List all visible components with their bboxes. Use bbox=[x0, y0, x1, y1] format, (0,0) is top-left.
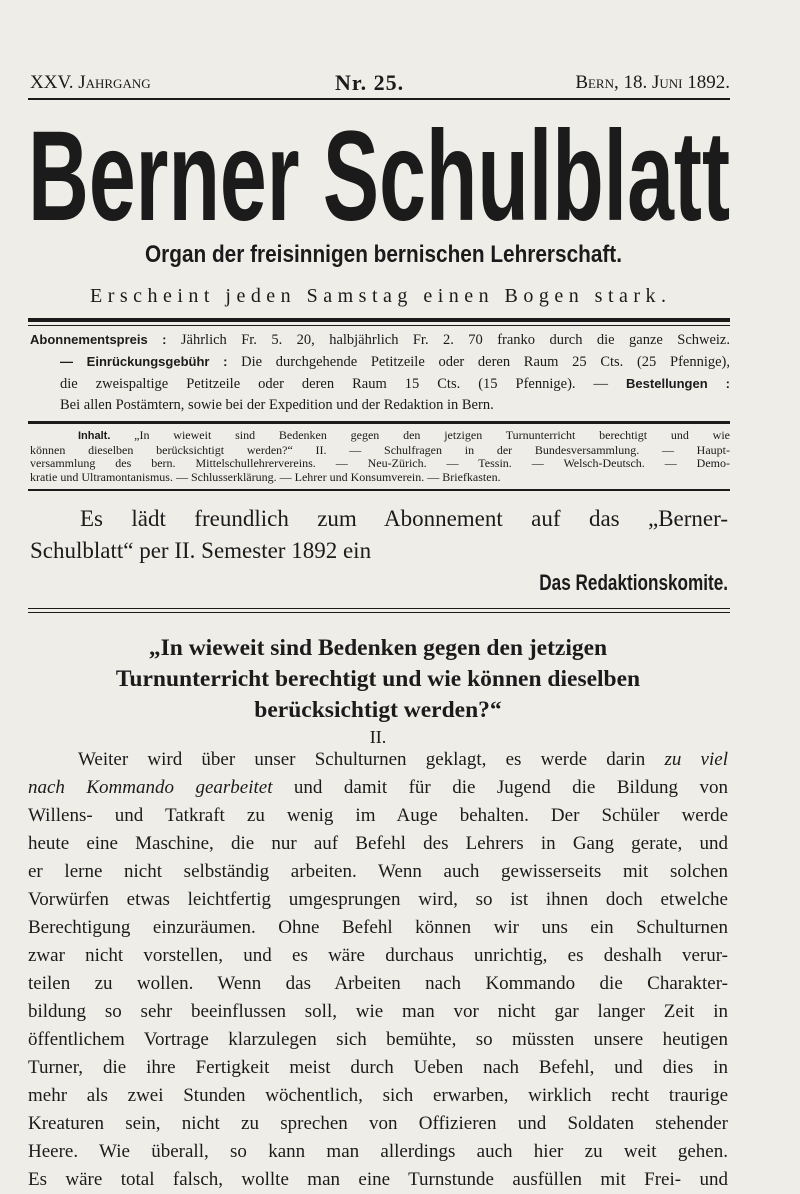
article-line bbox=[28, 830, 728, 858]
article-line bbox=[28, 914, 728, 942]
contents-line: versammlung des bern. Mittelschullehrervereins. — Neu-Zürich. — Tessin. — Welsch-Deutsch. — Demo- bbox=[30, 456, 730, 470]
divider bbox=[28, 489, 730, 491]
contents-line: „In wieweit sind Bedenken gegen den jetzigen Turnunterricht berechtigt und wie bbox=[110, 428, 730, 442]
masthead-subtitle bbox=[145, 238, 625, 268]
divider bbox=[28, 318, 730, 322]
article-line bbox=[28, 886, 728, 914]
line4-text: Bei allen Postämtern, sowie bei der Expedition und der Redaktion in Bern. bbox=[60, 397, 494, 413]
article-text: heute eine Maschine, die nur auf Befehl des Lehrers in Gang gerate, und bbox=[28, 833, 728, 854]
volume: XXV. Jahrgang bbox=[30, 72, 151, 93]
fee-text: Die durchgehende Petitzeile oder deren Raum 25 Cts. (25 Pfennige), bbox=[227, 354, 730, 370]
article-line bbox=[28, 774, 728, 802]
article-text: Es wäre total falsch, wollte man eine Turnstunde ausfüllen mit Frei- und bbox=[28, 1169, 728, 1190]
article-line bbox=[28, 1026, 728, 1054]
article-text: Kreaturen sein, nicht zu sprechen von Offizieren und Soldaten stehender bbox=[28, 1113, 728, 1134]
article-text: und damit für die Jugend die Bildung von bbox=[272, 777, 729, 798]
contents-line: können dieselben berücksichtigt werden?“ II. — Schulfragen in der Bundesversammlung. — Haupt- bbox=[30, 442, 730, 457]
emphasis-text: zu viel bbox=[664, 749, 728, 770]
table-of-contents bbox=[30, 429, 730, 484]
article-title-line: „In wieweit sind Bedenken gegen den jetzigen bbox=[148, 635, 608, 661]
article-text: Vorwürfen etwas leichtfertig umgesprungen wird, so ist ihnen doch etwelche bbox=[28, 889, 728, 910]
article-title-line: Turnunterricht berechtigt und wie können dieselben bbox=[115, 666, 641, 692]
article-line bbox=[28, 858, 728, 886]
article-text: Willens- und Tatkraft zu wenig im Auge behalten. Der Schüler werde bbox=[28, 805, 728, 826]
article-text: teilen zu wollen. Wenn das Arbeiten nach Kommando die Charakter- bbox=[28, 973, 728, 994]
article-title bbox=[28, 633, 728, 748]
announcement bbox=[30, 503, 728, 599]
article-text: Heere. Wie überall, so kann man allerdings auch hier zu weit gehen. bbox=[28, 1141, 728, 1162]
masthead-title bbox=[28, 105, 732, 248]
article-line bbox=[28, 1110, 728, 1138]
subscription-info bbox=[30, 329, 730, 416]
announcement-line: Es lädt freundlich zum Abonnement auf das „Berner- bbox=[80, 506, 728, 531]
article-line bbox=[28, 802, 728, 830]
divider bbox=[28, 608, 730, 609]
article-line bbox=[28, 970, 728, 998]
article-line bbox=[28, 1082, 728, 1110]
orders-label: Bestellungen : bbox=[626, 376, 730, 391]
article-text: zwar nicht vorstellen, und es wäre durchaus unrichtig, es deshalh verur- bbox=[28, 945, 728, 966]
divider bbox=[28, 421, 730, 424]
line3-text: die zweispaltige Petitzeile oder deren Raum 15 Cts. (15 Pfennige). — bbox=[60, 376, 627, 392]
emphasis-text: nach Kommando gearbeitet bbox=[28, 777, 273, 798]
header-line bbox=[30, 72, 730, 98]
article-text: mehr als zwei Stunden wöchentlich, sich erwarben, wirklich recht traurige bbox=[28, 1085, 728, 1106]
frequency-line bbox=[90, 280, 670, 310]
article-line bbox=[28, 1166, 728, 1194]
article-text: Weiter wird über unser Schulturnen geklagt, es werde darin bbox=[78, 749, 665, 770]
article-line bbox=[28, 1054, 728, 1082]
article-text: er lerne nicht selbständig arbeiten. Wenn auch gewisserseits mit solchen bbox=[28, 861, 728, 882]
divider bbox=[28, 325, 730, 326]
title-text: Berner Schulblatt bbox=[28, 105, 730, 248]
frequency-text: Erscheint jeden Samstag einen Bogen stark. bbox=[90, 285, 666, 307]
article-text: Berechtigung einzuräumen. Ohne Befehl können wir uns ein Schulturnen bbox=[28, 917, 728, 938]
announcement-line: Schulblatt“ per II. Semester 1892 ein bbox=[30, 538, 372, 563]
article-part: II. bbox=[369, 727, 387, 747]
article-text: öffentlichem Vortrage klarzulegen sich bemühte, so müssten unsere heutigen bbox=[28, 1029, 728, 1050]
article-line bbox=[28, 942, 728, 970]
place-date: Bern, 18. Juni 1892. bbox=[575, 72, 730, 93]
signature: Das Redaktionskomite. bbox=[539, 570, 728, 595]
article-text: Turner, die ihre Fertigkeit meist durch Ueben nach Befehl, und dies in bbox=[28, 1057, 728, 1078]
article-text: bildung so sehr beeinflussen soll, wie man vor nicht gar langer Zeit in bbox=[28, 1001, 728, 1022]
contents-label: Inhalt. bbox=[78, 430, 111, 442]
article-title-line: berücksichtigt werden?“ bbox=[254, 697, 502, 723]
subtitle-text: Organ der freisinnigen bernischen Lehrerschaft. bbox=[145, 241, 622, 268]
divider bbox=[28, 612, 730, 613]
article-line bbox=[28, 1138, 728, 1166]
fee-label: — Einrückungsgebühr : bbox=[60, 354, 228, 369]
article-body bbox=[28, 746, 728, 1194]
issue-number: Nr. 25. bbox=[335, 70, 405, 95]
article-line bbox=[28, 746, 728, 774]
price-label: Abonnementspreis : bbox=[30, 332, 167, 347]
divider bbox=[28, 98, 730, 100]
price-text: Jährlich Fr. 5. 20, halbjährlich Fr. 2. 70 franko durch die ganze Schweiz. bbox=[166, 332, 730, 348]
article-line bbox=[28, 998, 728, 1026]
contents-line: kratie und Ultramontanismus. — Schlusserklärung. — Lehrer und Konsumverein. — Briefkasten. bbox=[30, 469, 501, 484]
